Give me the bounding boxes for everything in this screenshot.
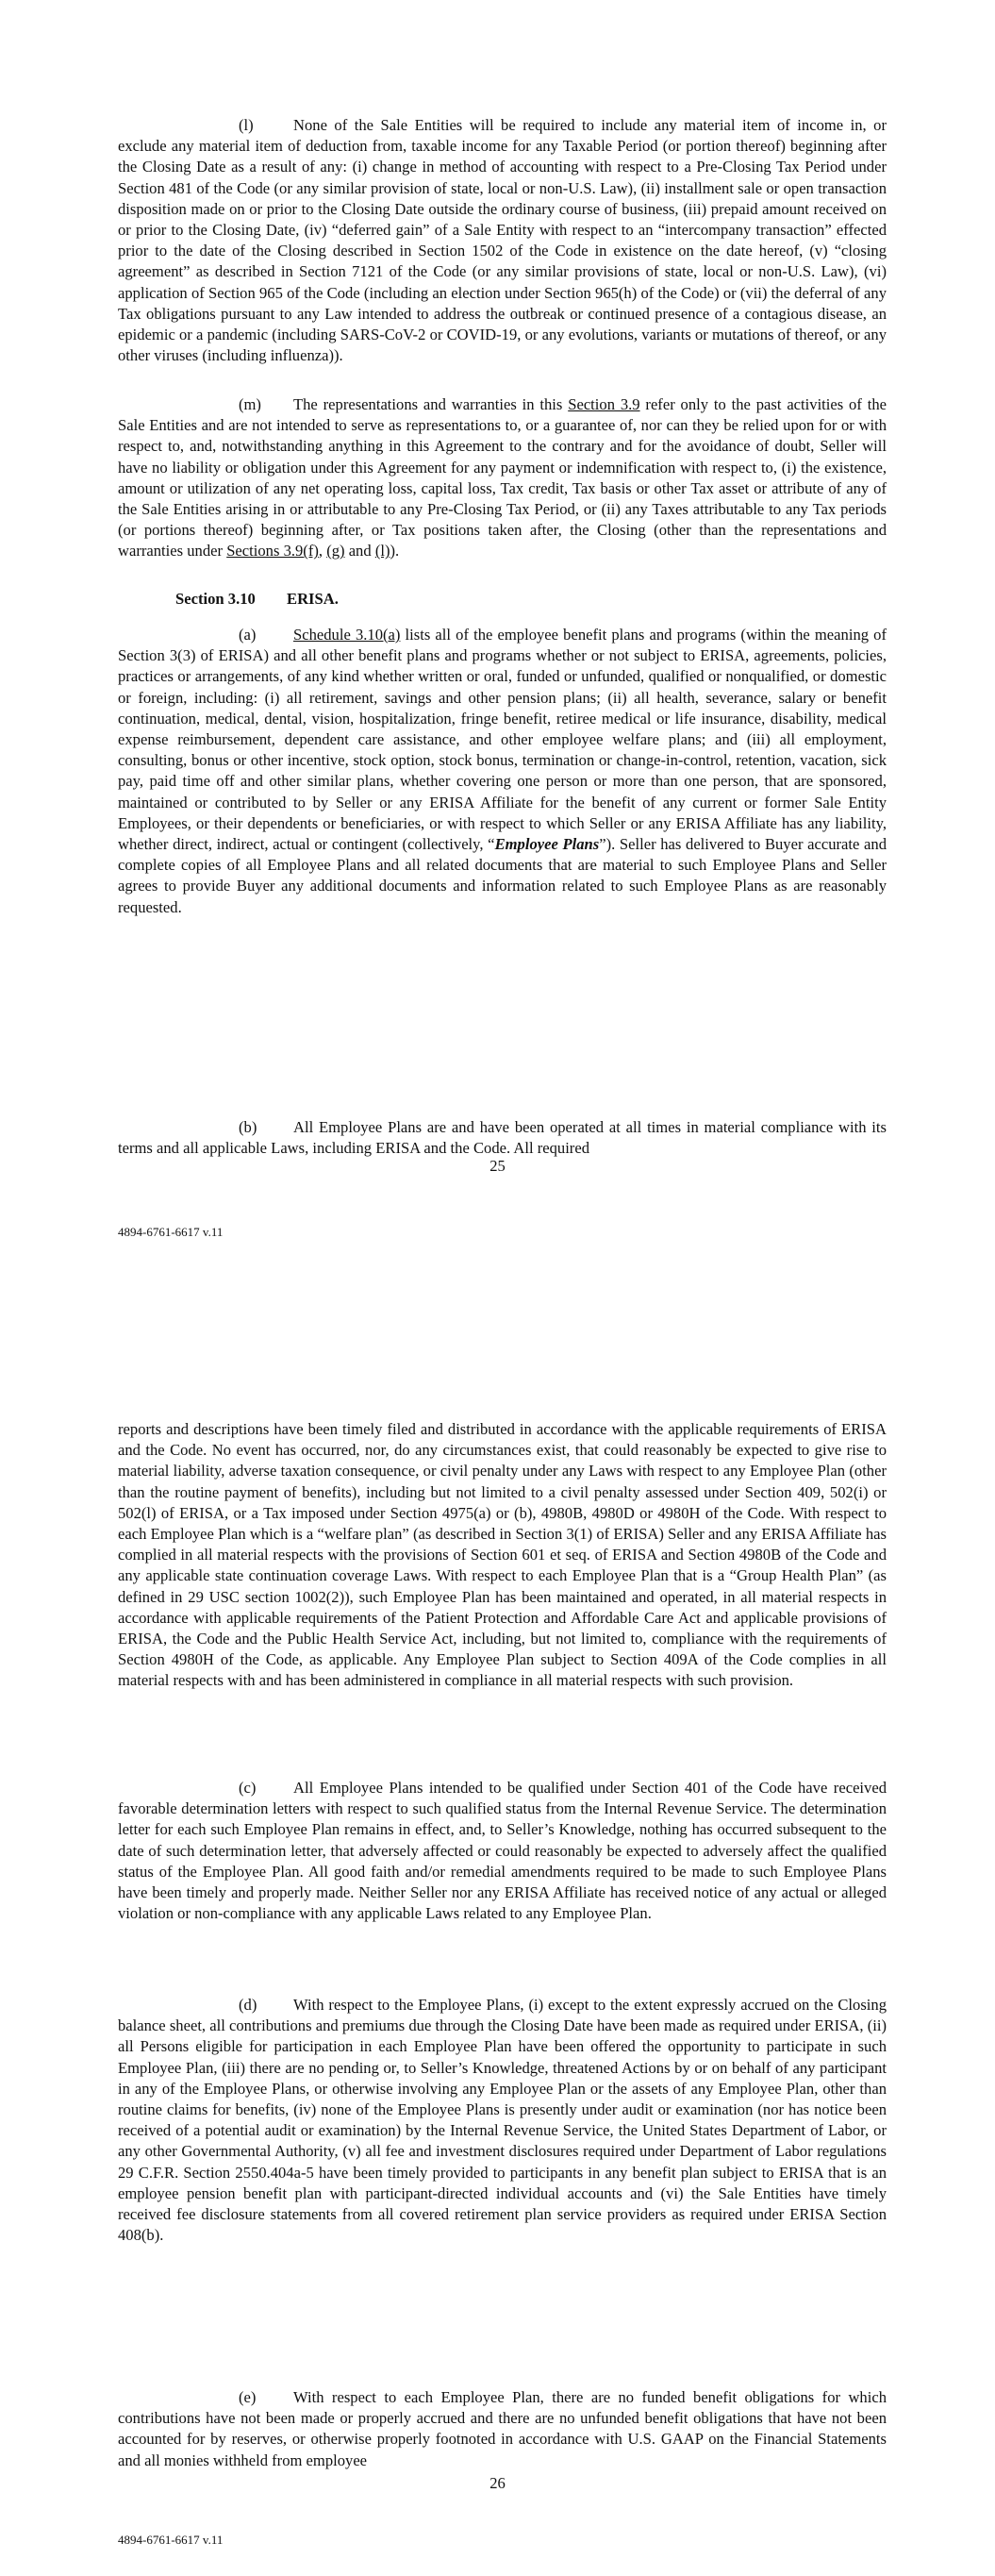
paragraph-d — [118, 1995, 887, 2246]
paragraph-m — [118, 394, 887, 562]
paragraph-c — [118, 1778, 887, 1924]
paragraph-text: All Employee Plans intended to be qualified under Section 401 of the Code have received favorable determination letters with respect to such qualified status from the Internal Revenue Service. The determination letter for each such Employee Plan remains in effect, and, to Seller’s Knowledge, nothing has occurred subsequent to the date of such determination letter, that adversely affected or could reasonably be expected to adversely affect the qualified status of the Employee Plan. All good faith and/or remedial amendments required to be made to such Employee Plans have been timely and properly made. Neither Seller nor any ERISA Affiliate has received notice of any actual or alleged violation or non-compliance with any applicable Laws related to any Employee Plan. — [118, 1779, 887, 1923]
paragraph-text: ”). Seller has delivered to Buyer accurate and complete copies of all Employee Plans and all related documents that are material to such Employee Plans and Seller agrees to provide Buyer any additional documents and information related to such Employee Plans as are reasonably requested. — [118, 835, 887, 916]
document-id: 4894-6761-6617 v.11 — [118, 1225, 224, 1239]
section-heading-3-10 — [175, 590, 339, 609]
paragraph-b — [118, 1117, 887, 1159]
paragraph-text: With respect to the Employee Plans, (i) except to the extent expressly accrued on the Closing balance sheet, all contributions and premiums due through the Closing Date have been made as required under ERISA, (ii) all Persons eligible for participation in each Employee Plan have been offered the opportunity to participate in such Employee Plan, (iii) there are no pending or, to Seller’s Knowledge, threatened Actions by or on behalf of any participant in any of the Employee Plans, or otherwise involving any Employee Plan or the assets of any Employee Plan, other than routine claims for benefits, (iv) none of the Employee Plans is presently under audit or examination (nor has notice been received of a potential audit or examination) by the Internal Revenue Service, the United States Department of Labor, or any other Governmental Authority, (v) all fee and investment disclosures required under Department of Labor regulations 29 C.F.R. Section 2550.404a-5 have been timely provided to participants in any benefit plan subject to ERISA that is an employee pension benefit plan with participant-directed individual accounts and (vi) the Sale Entities have timely received fee disclosure statements from all covered retirement plan service providers as required under ERISA Section 408(b). — [118, 1996, 887, 2245]
section-g-link[interactable]: (g) — [326, 542, 345, 560]
page-number: 26 — [489, 2474, 506, 2492]
paragraph-text: reports and descriptions have been timely filed and distributed in accordance with the applicable requirements of ERISA and the Code. No event has occurred, nor, do any circumstances exist, that could reasonably be expected to give rise to material liability, adverse taxation consequence, or civil penalty under any Laws with respect to any Employee Plan (other than the routine payment of benefits), including but not limited to a civil penalty assessed under Section 409, 502(i) or 502(l) of ERISA, or a Tax imposed under Section 4975(a) or (b), 4980B, 4980D or 4980H of the Code. With respect to each Employee Plan which is a “welfare plan” (as described in Section 3(1) of ERISA) Seller and any ERISA Affiliate has complied in all material respects with the provisions of Section 601 et seq. of ERISA and Section 4980B of the Code and any applicable state continuation coverage Laws. With respect to each Employee Plan that is a “Group Health Plan” (as defined in 29 USC section 1002(2)), such Employee Plan has been maintained and operated, in all material respects in accordance with applicable requirements of the Patient Protection and Affordable Care Act and applicable provisions of ERISA, the Code and the Public Health Service Act, including, but not limited to, compliance with the requirements of Section 4980H of the Code, as applicable. Any Employee Plan subject to Section 409A of the Code complies in all material respects with and has been administered in compliance in all material respects with such provision. — [118, 1420, 887, 1690]
paragraph-label: (m) — [239, 395, 261, 413]
paragraph-text: ). — [390, 542, 400, 560]
paragraph-e — [118, 2387, 887, 2471]
section-number: Section 3.10 — [175, 590, 256, 608]
paragraph-a — [118, 625, 887, 918]
schedule-3-10-a-link[interactable]: Schedule 3.10(a) — [293, 626, 401, 644]
paragraph-text: refer only to the past activities of the Sale Entities and are not intended to serve as representations to, or a guarantee of, nor can they be relied upon for or with respect to, and, notwithstanding anything in this Agreement to the contrary and for the avoidance of doubt, Seller will have no liability or obligation under this Agreement for any payment or indemnification with respect to, (i) the existence, amount or utilization of any net operating loss, capital loss, Tax credit, Tax basis or other Tax asset or attribute of any of the Sale Entities arising in or attributable to any Pre-Closing Tax Period, or (ii) any Taxes attributable to any Tax periods (or portions thereof) beginning after, or Tax positions taken after, the Closing (other than the representations and warranties under — [118, 395, 887, 560]
paragraph-l — [118, 115, 887, 366]
paragraph-label: (c) — [239, 1779, 257, 1797]
paragraph-text: , — [318, 542, 327, 560]
section-3-9-link[interactable]: Section 3.9 — [568, 395, 640, 413]
section-l-link[interactable]: (l) — [374, 542, 390, 560]
section-title-period: . — [334, 590, 339, 608]
document-id: 4894-6761-6617 v.11 — [118, 2533, 224, 2547]
paragraph-text: and — [344, 542, 375, 560]
section-title: ERISA — [287, 590, 335, 608]
paragraph-text: None of the Sale Entities will be required to include any material item of income in, or exclude any material item of deduction from, taxable income for any Taxable Period (or portion thereof) beginning after the Closing Date as a result of any: (i) change in method of accounting with respect to a Pre-Closing Tax Period under Section 481 of the Code (or any similar provision of state, local or non-U.S. Law), (ii) installment sale or open transaction disposition made on or prior to the Closing Date outside the ordinary course of business, (iii) prepaid amount received on or prior to the Closing Date, (iv) “deferred gain” of a Sale Entity with respect to an “intercompany transaction” effected prior to the date of the Closing described in Section 1502 of the Code in existence on the date hereof, (v) “closing agreement” as described in Section 7121 of the Code (or any similar provisions of state, local or non-U.S. Law), (vi) application of Section 965 of the Code (including an election under Section 965(h) of the Code) or (vii) the deferral of any Tax obligations pursuant to any Law intended to address the outbreak or continued presence of a contagious disease, an epidemic or a pandemic (including SARS-CoV-2 or COVID-19, or any evolutions, variants or mutations of thereof, or any other viruses (including influenza)). — [118, 116, 887, 365]
sections-3-9-f-link[interactable]: Sections 3.9(f) — [226, 542, 319, 560]
page-26 — [0, 1283, 995, 2576]
page-number: 25 — [489, 1157, 506, 1175]
paragraph-label: (b) — [239, 1118, 257, 1136]
paragraph-text: With respect to each Employee Plan, there are no funded benefit obligations for which contributions have not been made or properly accrued and there are no unfunded benefit obligations that have not been accounted for by reserves, or otherwise properly footnoted in accordance with U.S. GAAP on the Financial Statements and all monies withheld from employee — [118, 2388, 887, 2469]
page-25 — [0, 0, 995, 1283]
paragraph-text: lists all of the employee benefit plans and programs (within the meaning of Section 3(3) of ERISA) and all other benefit plans and programs whether or not subject to ERISA, agreements, policies, practices or arrangements, of any kind whether written or oral, funded or unfunded, qualified or nonqualified, or domestic or foreign, including: (i) all retirement, savings and other pension plans; (ii) all health, severance, salary or benefit continuation, medical, dental, vision, hospitalization, fringe benefit, retiree medical or life insurance, disability, medical expense reimbursement, dependent care assistance, and other employee welfare plans; and (iii) all employment, consulting, bonus or other incentive, stock option, stock bonus, termination or change-in-control, retention, vacation, sick pay, paid time off and other similar plans, whether covering one person or more than one person, that are sponsored, maintained or contributed to by Seller or any ERISA Affiliate for the benefit of any current or former Sale Entity Employees, or their dependents or beneficiaries, or with respect to which Seller or any ERISA Affiliate has any liability, whether direct, indirect, actual or contingent (collectively, “ — [118, 626, 887, 854]
paragraph-label: (l) — [239, 116, 254, 134]
paragraph-label: (e) — [239, 2388, 257, 2406]
paragraph-b-continued — [118, 1419, 887, 1692]
paragraph-label: (a) — [239, 626, 257, 644]
defined-term: Employee Plans — [494, 835, 600, 854]
paragraph-text: The representations and warranties in this — [293, 395, 569, 413]
paragraph-text: All Employee Plans are and have been operated at all times in material compliance with its terms and all applicable Laws, including ERISA and the Code. All required — [118, 1118, 887, 1158]
paragraph-label: (d) — [239, 1996, 257, 2014]
